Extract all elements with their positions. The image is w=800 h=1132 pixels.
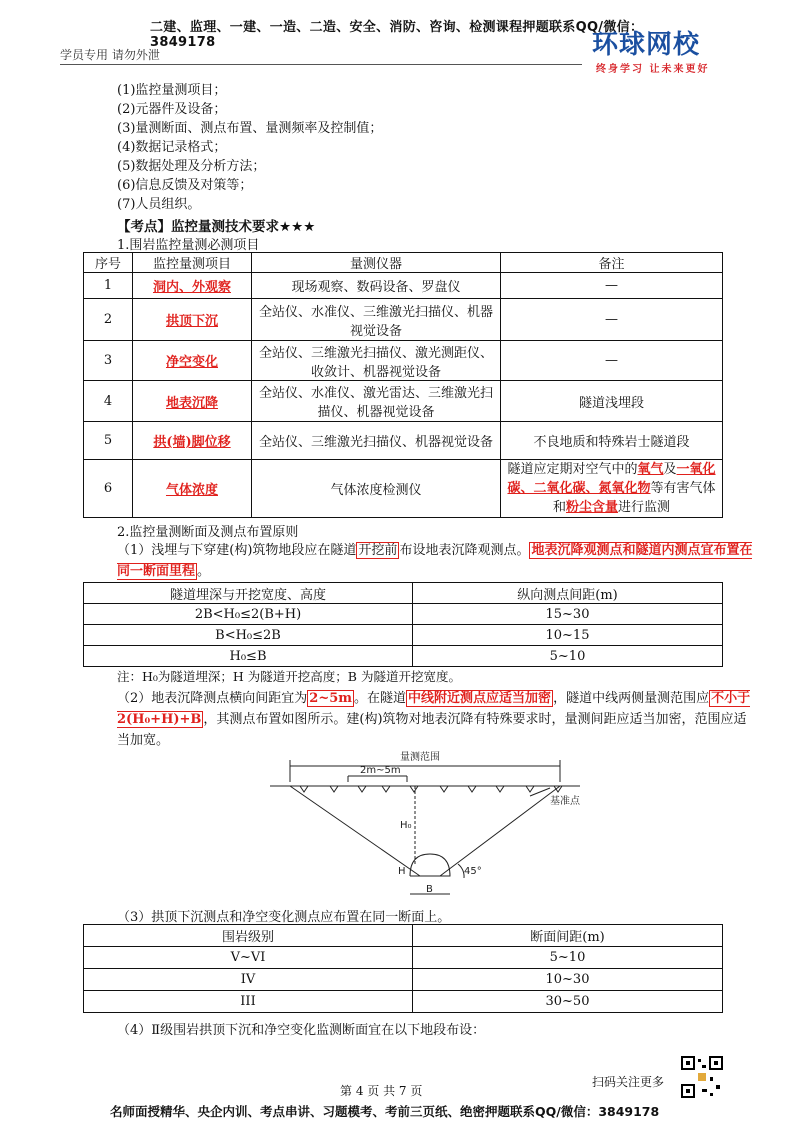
- cell-instrument: 全站仪、水准仪、激光雷达、三维激光扫描仪、机器视觉设备: [252, 381, 501, 422]
- table-note: 注：H₀为隧道埋深；H 为隧道开挖高度；B 为隧道开挖宽度。: [117, 669, 461, 684]
- logo: [592, 30, 742, 75]
- table-row: [84, 460, 723, 518]
- logo-slogan: 终身学习 让未来更好: [596, 64, 710, 75]
- h0-label: H₀: [400, 820, 412, 831]
- qr-code-icon[interactable]: [680, 1055, 724, 1099]
- cell-remark: 隧道浅埋段: [501, 381, 723, 422]
- table-row: [84, 341, 723, 381]
- kaodian-heading: 【考点】监控量测技术要求★★★: [117, 219, 316, 235]
- cell-remark: —: [501, 341, 723, 381]
- list-item: (2)元器件及设备；: [117, 102, 227, 117]
- cell-remark: —: [501, 299, 723, 341]
- list-item: (6)信息反馈及对策等；: [117, 178, 253, 193]
- table-row: IV 10~30: [84, 969, 723, 991]
- table-header: 量测仪器: [252, 253, 501, 273]
- logo-main-text: 环球网校: [592, 30, 701, 60]
- header-top-line: 二建、监理、一建、一造、二造、安全、消防、咨询、检测课程押题联系QQ/微信：3849178: [150, 20, 644, 50]
- b-label: B: [426, 884, 433, 895]
- angle-label: 45°: [464, 866, 482, 877]
- cell-instrument: 全站仪、水准仪、三维激光扫描仪、机器视觉设备: [252, 299, 501, 341]
- table-row: [84, 422, 723, 460]
- table-row: [84, 299, 723, 341]
- page-number: 第 4 页 共 7 页: [340, 1084, 423, 1098]
- paragraph-3: （3）拱顶下沉测点和净空变化测点应布置在同一断面上。: [117, 910, 451, 925]
- cell-item: 拱顶下沉: [133, 299, 252, 341]
- cell-item: 气体浓度: [133, 460, 252, 518]
- cell-instrument: 现场观察、数码设备、罗盘仪: [252, 273, 501, 299]
- table-row: [84, 381, 723, 422]
- spacing-label: 2m~5m: [360, 765, 401, 776]
- cell-remark: —: [501, 273, 723, 299]
- longitudinal-spacing-table: [83, 582, 723, 667]
- scan-follow-text: 扫码关注更多: [592, 1075, 665, 1089]
- cell-no: 1: [84, 273, 133, 299]
- section-spacing-table: [83, 924, 723, 1013]
- intro-list: [117, 81, 382, 214]
- table-row: H₀≤B 5~10: [84, 646, 723, 667]
- cell-no: 4: [84, 381, 133, 422]
- table-row: [84, 273, 723, 299]
- list-item: (7)人员组织。: [117, 197, 201, 212]
- section1-title: 1.围岩监控量测必测项目: [117, 238, 260, 253]
- paragraph-1: （1）浅埋与下穿建(构)筑物地段应在隧道 开挖前 布设地表沉降观测点。 地表沉降观测点和隧道内测点宜布置在同一断面里程 。: [117, 543, 753, 579]
- cell-no: 6: [84, 460, 133, 518]
- table-header: 断面间距(m): [413, 925, 723, 947]
- cell-item: 拱(墙)脚位移: [133, 422, 252, 460]
- table-header: 序号: [84, 253, 133, 273]
- cell-instrument: 气体浓度检测仪: [252, 460, 501, 518]
- list-item: (5)数据处理及分析方法；: [117, 159, 266, 174]
- table-header: 纵向测点间距(m): [413, 583, 723, 604]
- list-item: (1)监控量测项目；: [117, 83, 227, 98]
- settlement-layout-diagram: [260, 746, 600, 901]
- cell-instrument: 全站仪、三维激光扫描仪、机器视觉设备: [252, 422, 501, 460]
- cell-remark: 隧道应定期对空气中的氧气及一氧化碳、二氧化碳、氮氧化物等有害气体和粉尘含量进行监测: [501, 460, 723, 518]
- datum-label: 基准点: [550, 796, 580, 807]
- cell-remark: 不良地质和特殊岩士隧道段: [501, 422, 723, 460]
- cell-item: 地表沉降: [133, 381, 252, 422]
- table-row: III 30~50: [84, 991, 723, 1013]
- paragraph-4: （4）Ⅱ级围岩拱顶下沉和净空变化监测断面宜在以下地段布设：: [117, 1023, 486, 1038]
- monitoring-items-table: [83, 252, 723, 518]
- footer-bottom-line: 名师面授精华、央企内训、考点串讲、习题模考、考前三页纸、绝密押题联系QQ/微信：3849178: [110, 1104, 660, 1119]
- h-label: H: [398, 866, 406, 877]
- header-divider: [60, 64, 582, 65]
- cell-no: 5: [84, 422, 133, 460]
- table-header: 监控量测项目: [133, 253, 252, 273]
- header-left-note: 学员专用 请勿外泄: [60, 48, 160, 62]
- range-label: 量测范围: [400, 752, 440, 763]
- paragraph-2: （2）地表沉降测点横向间距宜为 2~5m 。在隧道 中线附近测点应适当加密 ，隧道中线两侧量测范围应 不小于 2(H₀+H)+B ，其测点布置如图所示。建(构)筑物对地表沉降有特殊要求时，量测间距应适当加密，范围应适当加宽。: [117, 691, 751, 748]
- cell-instrument: 全站仪、三维激光扫描仪、激光测距仪、收敛计、机器视觉设备: [252, 341, 501, 381]
- section2-title: 2.监控量测断面及测点布置原则: [117, 525, 299, 540]
- list-item: (4)数据记录格式；: [117, 140, 227, 155]
- cell-no: 3: [84, 341, 133, 381]
- table-header: 备注: [501, 253, 723, 273]
- table-header: 隧道埋深与开挖宽度、高度: [84, 583, 413, 604]
- cell-item: 洞内、外观察: [133, 273, 252, 299]
- table-header: 围岩级别: [84, 925, 413, 947]
- table-row: 2B<H₀≤2(B+H) 15~30: [84, 604, 723, 625]
- cell-item: 净空变化: [133, 341, 252, 381]
- table-row: V~VI 5~10: [84, 947, 723, 969]
- table-row: B<H₀≤2B 10~15: [84, 625, 723, 646]
- list-item: (3)量测断面、测点布置、量测频率及控制值；: [117, 121, 383, 136]
- cell-no: 2: [84, 299, 133, 341]
